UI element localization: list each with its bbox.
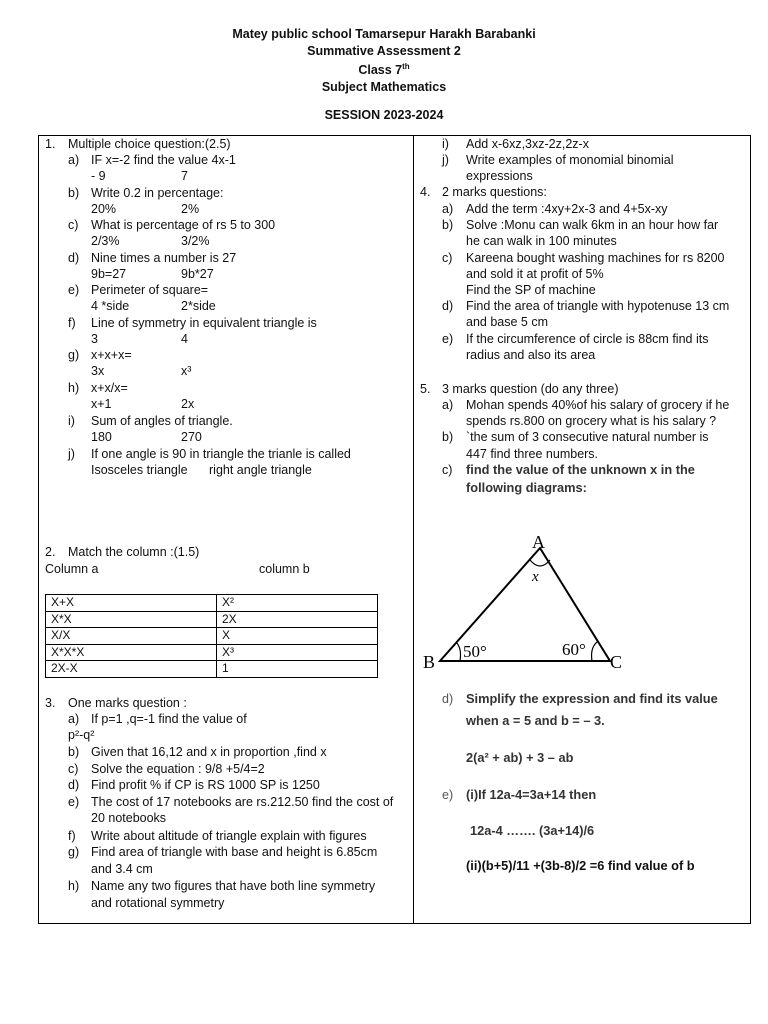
- one-mark-4-line-0: Write about altitude of triangle explain with figures: [91, 828, 367, 843]
- mcq-1-option-0: 20%: [91, 201, 117, 216]
- two-mark-2-line-0: Kareena bought washing machines for rs 8200: [466, 250, 725, 265]
- one-mark-1-letter: c): [68, 761, 79, 776]
- mcq-9-question: If one angle is 90 in triangle the trianle is called: [91, 446, 351, 461]
- question-d-line1: Simplify the expression and find its value: [466, 691, 718, 706]
- mcq-2-option-1: 3/2%: [181, 234, 210, 248]
- mcq-2-question: What is percentage of rs 5 to 300: [91, 218, 276, 232]
- mcq-7-option-0: x+1: [91, 397, 112, 411]
- one-mark-a-expression: p²-q²: [68, 728, 95, 742]
- two-mark-2-line-1: and sold it at profit of 5%: [466, 266, 604, 281]
- two-mark-1-letter: b): [442, 218, 454, 233]
- column-divider: [413, 135, 414, 924]
- section-5-number: 5.: [420, 382, 431, 396]
- three-mark-c-letter: c): [442, 463, 453, 477]
- two-mark-0-line-0: Add the term :4xy+2x-3 and 4+5x-xy: [466, 202, 668, 216]
- three-mark-0-line-1: spends rs.800 on grocery what is his salary ?: [466, 414, 717, 429]
- class-superscript: th: [402, 62, 410, 71]
- mcq-6-option-1: x³: [181, 364, 192, 378]
- match-cell-a: X+X: [46, 595, 217, 612]
- mcq-4-letter: e): [68, 283, 80, 297]
- mcq-0-question: IF x=-2 find the value 4x-1: [91, 153, 236, 167]
- three-mark-1-letter: b): [442, 430, 454, 445]
- match-cell-b: X²: [217, 595, 378, 612]
- triangle-diagram: [420, 530, 630, 675]
- one-mark-5-line-1: and 3.4 cm: [91, 861, 153, 876]
- two-mark-1-line-0: Solve :Monu can walk 6km in an hour how far: [466, 218, 719, 233]
- question-e-line1: (i)If 12a-4=3a+14 then: [466, 787, 597, 802]
- two-mark-2-line-2: Find the SP of machine: [466, 283, 596, 297]
- column-b-label: column b: [259, 562, 310, 576]
- angle-arc-c: [592, 642, 597, 661]
- one-mark-5-letter: g): [68, 845, 80, 859]
- match-row: [46, 595, 378, 612]
- question-d-expression: 2(a² + ab) + 3 – ab: [466, 750, 574, 765]
- one-mark-cont-1-line-1: expressions: [466, 169, 533, 183]
- one-mark-cont-0-line-0: Add x-6xz,3xz-2z,2z-x: [466, 137, 589, 151]
- match-cell-b: X³: [217, 644, 378, 661]
- column-a-label: Column a: [45, 562, 99, 576]
- mcq-1-letter: b): [68, 185, 80, 200]
- match-cell-a: 2X-X: [46, 661, 217, 678]
- exam-header: [0, 26, 768, 95]
- section-2-number: 2.: [45, 545, 56, 559]
- one-mark-1-line-0: Solve the equation : 9/8 +5/4=2: [91, 761, 265, 776]
- section-3-number: 3.: [45, 696, 56, 710]
- mcq-8-option-0: 180: [91, 430, 112, 444]
- mcq-9-letter: j): [68, 446, 75, 461]
- mcq-5-question: Line of symmetry in equivalent triangle is: [91, 315, 317, 330]
- one-mark-0-letter: b): [68, 745, 80, 759]
- match-row: [46, 628, 378, 645]
- two-mark-3-line-0: Find the area of triangle with hypotenuse 13 cm: [466, 299, 730, 314]
- one-mark-a-text: If p=1 ,q=-1 find the value of: [91, 712, 247, 726]
- one-mark-cont-1-letter: j): [442, 153, 449, 167]
- question-e-line3: (ii)(b+5)/11 +(3b-8)/2 =6 find value of b: [466, 858, 695, 873]
- three-mark-0-letter: a): [442, 398, 454, 412]
- match-cell-b: 2X: [217, 611, 378, 628]
- two-mark-3-line-1: and base 5 cm: [466, 315, 548, 330]
- two-mark-1-line-1: he can walk in 100 minutes: [466, 234, 617, 249]
- school-name: Matey public school Tamarsepur Harakh Barabanki: [232, 27, 536, 41]
- mcq-5-option-1: 4: [181, 331, 188, 346]
- mcq-3-option-1: 9b*27: [181, 266, 214, 281]
- mcq-1-option-1: 2%: [181, 201, 200, 216]
- mcq-4-option-0: 4 *side: [91, 299, 130, 313]
- mcq-5-letter: f): [68, 315, 76, 330]
- three-mark-1-line-0: `the sum of 3 consecutive natural number is: [466, 430, 709, 445]
- three-mark-c-line2: following diagrams:: [466, 480, 587, 495]
- vertex-a-label: A: [532, 532, 545, 552]
- two-mark-3-letter: d): [442, 299, 454, 314]
- mcq-8-letter: i): [68, 414, 75, 428]
- three-mark-c-line1: find the value of the unknown x in the: [466, 462, 695, 477]
- mcq-1-question: Write 0.2 in percentage:: [91, 185, 224, 200]
- one-mark-a-letter: a): [68, 712, 80, 726]
- angle-c-label: 60°: [562, 640, 586, 659]
- vertex-c-label: C: [610, 652, 623, 672]
- mcq-6-letter: g): [68, 348, 80, 362]
- two-mark-0-letter: a): [442, 202, 454, 216]
- one-mark-6-line-0: Name any two figures that have both line symmetry: [91, 879, 376, 893]
- mcq-8-option-1: 270: [181, 430, 202, 444]
- class-line: [0, 59, 768, 79]
- section-4-number: 4.: [420, 185, 431, 199]
- mcq-0-letter: a): [68, 153, 80, 167]
- one-mark-cont-1-line-0: Write examples of monomial binomial: [466, 153, 674, 167]
- two-mark-4-line-0: If the circumference of circle is 88cm find its: [466, 331, 709, 346]
- section-1-title: Multiple choice question:(2.5): [68, 137, 231, 151]
- mcq-8-question: Sum of angles of triangle.: [91, 414, 233, 428]
- match-table: [45, 594, 378, 678]
- question-d-letter: d): [442, 692, 454, 706]
- mcq-4-option-1: 2*side: [181, 299, 216, 313]
- one-mark-6-letter: h): [68, 879, 80, 893]
- question-e-letter: e): [442, 788, 454, 802]
- two-mark-4-line-1: radius and also its area: [466, 347, 596, 362]
- section-5-title: 3 marks question (do any three): [442, 382, 619, 396]
- section-2-title: Match the column :(1.5): [68, 545, 200, 559]
- mcq-9-option-0: Isosceles triangle: [91, 462, 188, 477]
- assessment-title: Summative Assessment 2: [307, 43, 461, 58]
- one-mark-cont-0-letter: i): [442, 137, 449, 151]
- three-mark-1-line-1: 447 find three numbers.: [466, 446, 599, 461]
- mcq-4-question: Perimeter of square=: [91, 283, 209, 297]
- mcq-6-option-0: 3x: [91, 364, 105, 378]
- match-cell-a: X*X*X: [46, 644, 217, 661]
- two-mark-2-letter: c): [442, 250, 453, 265]
- question-e-line2: 12a-4 ……. (3a+14)/6: [470, 823, 595, 838]
- two-mark-4-letter: e): [442, 331, 454, 346]
- angle-x-label: x: [532, 569, 539, 585]
- angle-b-label: 50°: [463, 642, 487, 661]
- angle-arc-b: [456, 642, 461, 661]
- one-mark-2-letter: d): [68, 778, 80, 792]
- section-1-number: 1.: [45, 137, 56, 151]
- mcq-7-question: x+x/x=: [91, 381, 128, 395]
- one-mark-3-line-0: The cost of 17 notebooks are rs.212.50 find the cost of: [91, 794, 394, 809]
- mcq-2-letter: c): [68, 218, 79, 232]
- mcq-0-option-1: 7: [181, 169, 188, 183]
- one-mark-5-line-0: Find area of triangle with base and height is 6.85cm: [91, 845, 378, 859]
- one-mark-0-line-0: Given that 16,12 and x in proportion ,find x: [91, 745, 327, 759]
- question-d-line2: when a = 5 and b = – 3.: [466, 713, 605, 728]
- one-mark-3-letter: e): [68, 794, 80, 809]
- mcq-6-question: x+x+x=: [91, 348, 132, 362]
- mcq-0-option-0: - 9: [91, 169, 106, 183]
- mcq-5-option-0: 3: [91, 331, 98, 346]
- subject-line: Subject Mathematics: [321, 79, 447, 94]
- section-3-title: One marks question :: [68, 696, 187, 710]
- mcq-9-option-1: right angle triangle: [209, 462, 312, 477]
- match-row: [46, 611, 378, 628]
- match-row: [46, 644, 378, 661]
- match-cell-a: X*X: [46, 611, 217, 628]
- match-cell-b: X: [217, 628, 378, 645]
- section-4-title: 2 marks questions:: [442, 185, 547, 199]
- mcq-3-letter: d): [68, 250, 80, 265]
- one-mark-4-letter: f): [68, 828, 76, 843]
- match-cell-b: 1: [217, 661, 378, 678]
- mcq-7-letter: h): [68, 381, 80, 395]
- class-label: Class 7: [358, 63, 403, 78]
- mcq-3-option-0: 9b=27: [91, 266, 127, 281]
- one-mark-6-line-1: and rotational symmetry: [91, 895, 225, 910]
- match-row: [46, 661, 378, 678]
- one-mark-2-line-0: Find profit % if CP is RS 1000 SP is 1250: [91, 778, 320, 792]
- vertex-b-label: B: [423, 652, 436, 672]
- mcq-7-option-1: 2x: [181, 397, 195, 411]
- one-mark-3-line-1: 20 notebooks: [91, 811, 167, 825]
- three-mark-0-line-0: Mohan spends 40%of his salary of grocery if he: [466, 398, 730, 412]
- mcq-3-question: Nine times a number is 27: [91, 250, 237, 265]
- match-cell-a: X/X: [46, 628, 217, 645]
- mcq-2-option-0: 2/3%: [91, 234, 120, 248]
- session-line: SESSION 2023-2024: [324, 108, 444, 122]
